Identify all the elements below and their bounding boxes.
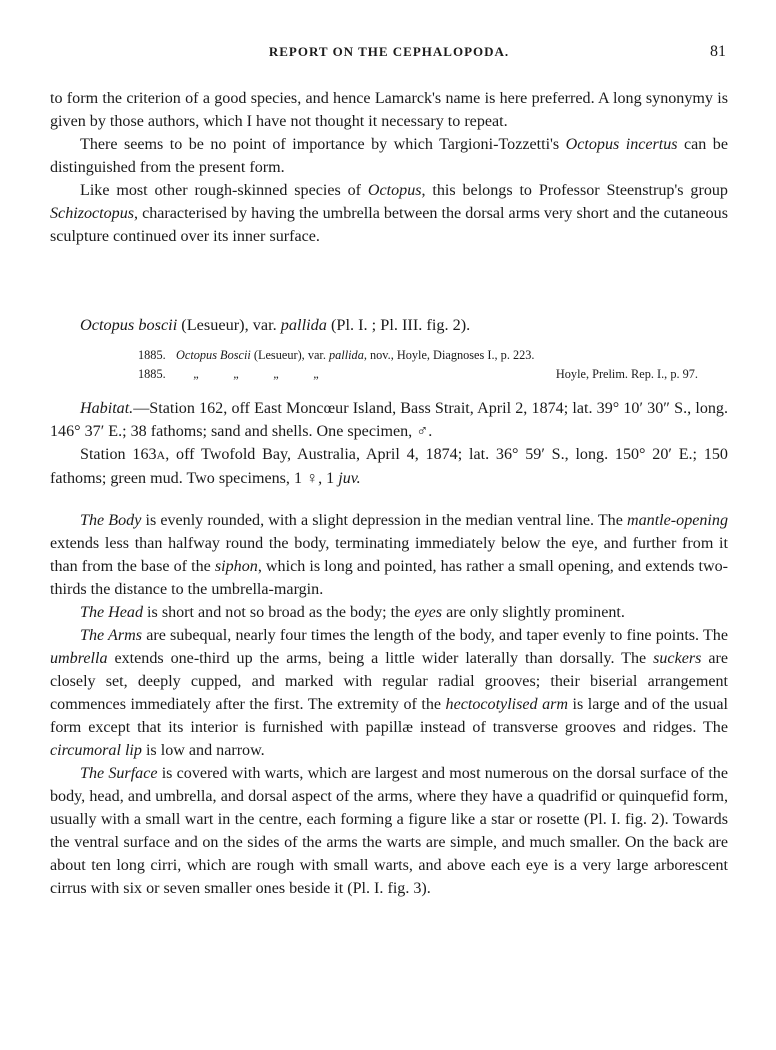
text-run: , characterised by having the umbrella between the dorsal arms very short and the cutaneous sculpture continued over its inner surface. <box>50 205 728 245</box>
text-run: are only slightly prominent. <box>442 604 625 621</box>
term: mantle-opening <box>626 512 728 529</box>
synonymy-line-2 <box>138 366 698 383</box>
habitat-station-162 <box>50 397 728 443</box>
text-run: A <box>156 448 166 462</box>
running-head <box>50 44 728 68</box>
paragraph-head <box>50 601 728 624</box>
group-name: Schizoctopus <box>50 205 135 222</box>
term: umbrella <box>50 650 108 667</box>
synonymy-reference: Hoyle, Prelim. Rep. I., p. 97. <box>555 367 698 381</box>
text-run: is large and of the usual form except that its interior is furnished with papillæ instead of transverse grooves and ridges. The <box>50 696 728 736</box>
paragraph-surface <box>50 762 728 900</box>
text-run: , off Twofold Bay, Australia, April 4, 1874; lat. 36° 59′ S., long. 150° 20′ E.; 150 fathoms; green mud. Two specimens, 1 ♀, 1 <box>50 446 728 487</box>
text-run: —Station 162, off East Moncœur Island, Bass Strait, April 2, 1874; lat. 39° 10′ 30″ S., long. 146° 37′ E.; 38 fathoms; sand and shells. One specimen, ♂. <box>50 400 728 440</box>
paragraph-schizoctopus <box>50 179 728 248</box>
synonymy-year: 1885. <box>138 348 166 362</box>
paragraph-targioni <box>50 133 728 179</box>
text-run: is low and narrow. <box>141 742 265 759</box>
species-name: Octopus boscii <box>80 315 178 334</box>
ditto-mark: „ <box>233 367 239 381</box>
paragraph-continuation: to form the criterion of a good species, and hence Lamarck's name is here preferred. A long synonymy is given by those authors, which I have not thought it necessary to repeat. <box>50 90 728 130</box>
text-run: (Lesueur), var. <box>177 315 281 334</box>
text-run: is evenly rounded, with a slight depression in the median ventral line. The <box>141 512 627 529</box>
section-label: The Surface <box>80 765 158 782</box>
description-section <box>50 509 728 900</box>
text-run: (Lesueur), var. <box>250 348 329 362</box>
habitat-station-163a <box>50 443 728 490</box>
text-run: can be distinguished from the present form. <box>50 136 728 176</box>
text-run: , nov., Hoyle, Diagnoses I., p. 223. <box>363 348 535 362</box>
text-run: are closely set, deeply cupped, and marked with regular radial grooves; their biserial arrangement commences immediately after the first. The extremity of the <box>50 650 728 713</box>
text-run: Like most other rough-skinned species of <box>80 182 368 199</box>
habitat-label: Habitat. <box>80 400 134 417</box>
ditto-mark: „ <box>313 367 319 381</box>
habitat-section <box>50 397 728 490</box>
genus-name: Octopus <box>367 182 422 199</box>
text-run: extends one-third up the arms, being a little wider laterally than dorsally. The <box>107 650 654 667</box>
text-run: , which is long and pointed, has rather a small opening, and extends two-thirds the distance to the umbrella-margin. <box>50 558 728 598</box>
text-run: Station 163 <box>80 446 157 463</box>
paragraph-arms <box>50 624 728 762</box>
text-run: extends less than halfway round the body, terminating immediately below the eye, and further from it than from the base of the <box>50 535 728 575</box>
text-run: are subequal, nearly four times the length of the body, and taper evenly to fine points. The <box>142 627 728 644</box>
juvenile-note: juv. <box>338 470 361 487</box>
page-number: 81 <box>710 43 726 60</box>
paragraph-body <box>50 509 728 601</box>
section-label: The Head <box>80 604 144 621</box>
text-run: is short and not so broad as the body; the <box>143 604 415 621</box>
ditto-mark: „ <box>193 367 199 381</box>
synonymy-year: 1885. <box>138 367 166 381</box>
species-name: Octopus Boscii <box>176 348 251 362</box>
term: suckers <box>653 650 702 667</box>
term: siphon <box>214 558 258 575</box>
variety-name: pallida <box>329 348 364 362</box>
text-run: (Pl. I. ; Pl. III. fig. 2). <box>326 315 471 334</box>
text-run: is covered with warts, which are largest and most numerous on the dorsal surface of the body, head, and umbrella, and dorsal aspect of the arms, where they have a quadrifid or quinquefid form, usually with a small wart in the centre, each forming a figure like a star or rosette (Pl. I. fig. 2). Towards the ventral surface and on the sides of the arms the warts are simple, and much smaller. On the back are about ten long cirri, which are rough with small warts, and above each eye is a very large arborescent cirrus with six or seven smaller ones beside it (Pl. I. fig. 3). <box>50 765 728 897</box>
variety-name: pallida <box>280 315 327 334</box>
term: hectocotylised arm <box>445 696 569 713</box>
section-label: The Body <box>80 512 142 529</box>
text-run: There seems to be no point of importance by which Targioni-Tozzetti's <box>80 136 566 153</box>
ditto-mark: „ <box>273 367 279 381</box>
term: eyes <box>414 604 443 621</box>
intro-section <box>50 87 728 248</box>
species-heading <box>80 314 720 336</box>
term: circumoral lip <box>50 742 142 759</box>
text-run: , this belongs to Professor Steenstrup's group <box>421 182 728 199</box>
running-title: REPORT ON THE CEPHALOPODA. <box>268 44 510 59</box>
synonymy-line-1 <box>138 347 698 364</box>
section-label: The Arms <box>80 627 143 644</box>
species-name: Octopus incertus <box>565 136 678 153</box>
